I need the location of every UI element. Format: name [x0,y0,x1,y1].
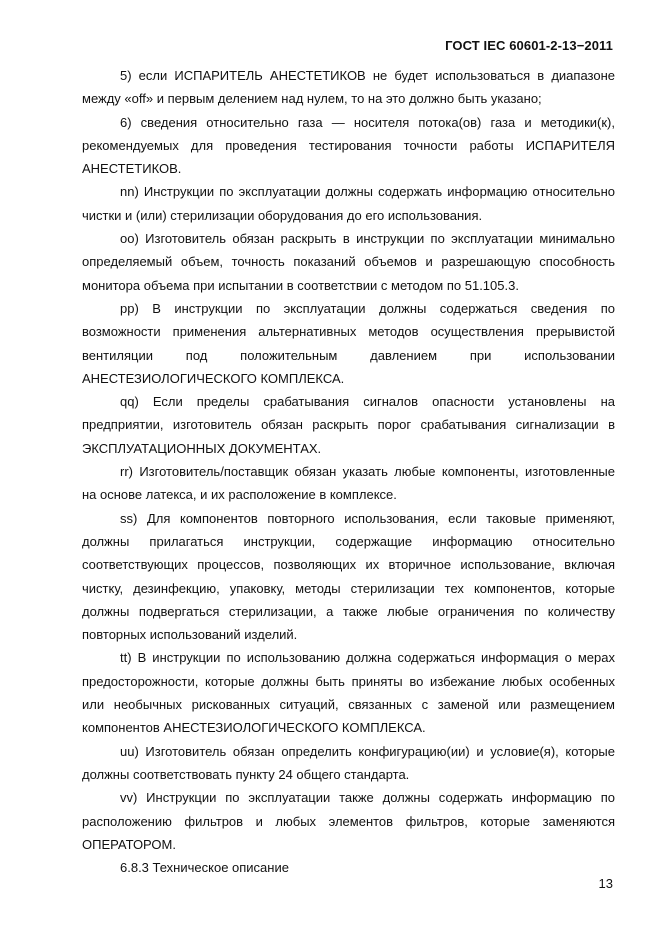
paragraph: qq) Если пределы срабатывания сигналов опасности установлены на предприятии, изготовитель обязан раскрыть порог срабатывания сигнализации в ЭКСПЛУАТАЦИОННЫХ ДОКУМЕНТАХ. [82,394,615,456]
section-heading: 6.8.3 Техническое описание [120,860,289,876]
paragraph: ss) Для компонентов повторного использования, если таковые применяют, должны прилагаться инструкции, содержащие информацию относительно соответствующих процессов, позволяющих их вторичное использование, включая чистку, дезинфекцию, упаковку, методы стерилизации тех компонентов, которые должны подвергаться стерилизации, а также любые ограничения по количеству повторных использований изделий. [82,510,615,643]
paragraph: uu) Изготовитель обязан определить конфигурацию(ии) и условие(я), которые должны соответствовать пункту 24 общего стандарта. [82,743,615,782]
paragraph: oo) Изготовитель обязан раскрыть в инструкции по эксплуатации минимально определяемый объем, точность показаний объемов и разрешающую способность монитора объема при испытании в соответствии с методом по 51.105.3. [82,231,615,293]
page-number: 13 [598,876,613,891]
document-body [82,64,615,879]
paragraph: 6) сведения относительно газа — носителя потока(ов) газа и методики(к), рекомендуемых для проведения тестирования точности работы ИСПАРИТЕЛЯ АНЕСТЕТИКОВ. [82,114,615,177]
paragraph: rr) Изготовитель/поставщик обязан указать любые компоненты, изготовленные на основе латекса, и их расположение в комплексе. [82,464,615,503]
paragraph: nn) Инструкции по эксплуатации должны содержать информацию относительно чистки и (или) стерилизации оборудования до его использования. [82,184,615,223]
paragraph: pp) В инструкции по эксплуатации должны содержаться сведения по возможности применения альтернативных методов осуществления прерывистой вентиляции под положительным давлением при использовании АНЕСТЕЗИОЛОГИЧЕСКОГО КОМПЛЕКСА. [82,300,615,386]
paragraph: tt) В инструкции по использованию должна содержаться информация о мерах предосторожности, которые должны быть приняты во избежание любых особенных или необычных рискованных ситуаций, связанных с заменой или размещением компонентов АНЕСТЕЗИОЛОГИЧЕСКОГО КОМПЛЕКСА. [82,650,615,736]
document-header: ГОСТ IEC 60601-2-13−2011 [445,38,613,53]
paragraph: 5) если ИСПАРИТЕЛЬ АНЕСТЕТИКОВ не будет использоваться в диапазоне между «off» и первым делением над нулем, то на это должно быть указано; [82,68,615,107]
paragraph: vv) Инструкции по эксплуатации также должны содержать информацию по расположению фильтров и любых элементов фильтров, которые заменяются ОПЕРАТОРОМ. [82,790,615,852]
